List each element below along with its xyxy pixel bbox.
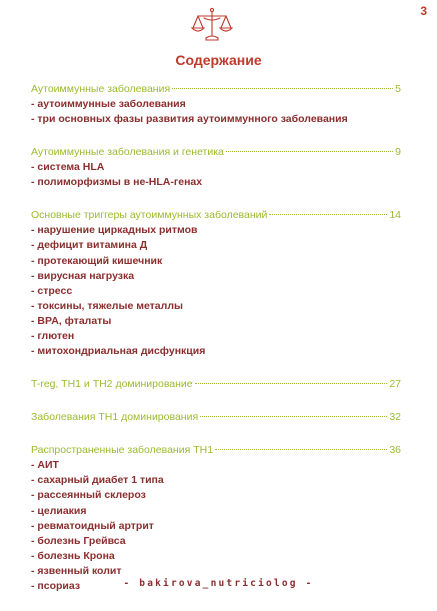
toc-page-number: 14 bbox=[389, 209, 401, 222]
toc-heading[interactable] bbox=[31, 144, 401, 160]
toc-subitem: - псориаз bbox=[31, 579, 81, 592]
dot-leader bbox=[200, 416, 387, 417]
toc-heading-text: Заболевания TH1 доминирования bbox=[31, 411, 199, 424]
page-number: 3 bbox=[420, 4, 427, 18]
dot-leader bbox=[269, 214, 387, 215]
toc-heading[interactable] bbox=[31, 376, 401, 392]
toc-subitem: - нарушение циркадных ритмов bbox=[31, 224, 198, 237]
toc-section bbox=[31, 409, 401, 425]
toc-page-number: 9 bbox=[395, 146, 401, 159]
toc-heading-text: Основные триггеры аутоиммунных заболеваний bbox=[31, 209, 268, 222]
toc-subitem: - три основных фазы развития аутоиммунного заболевания bbox=[31, 113, 348, 126]
toc-subitem: - болезнь Грейвса bbox=[31, 534, 126, 547]
toc-section bbox=[31, 81, 401, 127]
dot-leader bbox=[172, 88, 393, 89]
toc-subitem: - система HLA bbox=[31, 161, 105, 174]
table-of-contents bbox=[31, 81, 401, 611]
toc-subitem: - полиморфизмы в не-HLA-генах bbox=[31, 176, 203, 189]
toc-page-number: 27 bbox=[389, 378, 401, 391]
toc-section bbox=[31, 442, 401, 594]
page-title: Содержание bbox=[175, 52, 262, 68]
toc-subitem: - стресс bbox=[31, 284, 73, 297]
toc-subitem: - ревматоидный артрит bbox=[31, 519, 154, 532]
toc-subitem: - протекающий кишечник bbox=[31, 254, 163, 267]
toc-subitem: - аутоиммунные заболевания bbox=[31, 98, 186, 110]
toc-subitem: - язвенный колит bbox=[31, 564, 122, 577]
toc-heading-text: Аутоиммунные заболевания bbox=[31, 83, 171, 95]
toc-subitem: - дефицит витамина Д bbox=[31, 239, 148, 252]
toc-subitem: - вирусная нагрузка bbox=[31, 269, 135, 282]
dot-leader bbox=[195, 383, 388, 384]
toc-heading[interactable] bbox=[31, 409, 401, 425]
toc-section bbox=[31, 376, 401, 392]
toc-heading-text: T-reg, TH1 и TH2 доминирование bbox=[31, 378, 193, 391]
toc-subitem: - болезнь Крона bbox=[31, 549, 115, 562]
toc-section bbox=[31, 144, 401, 190]
toc-page-number: 32 bbox=[389, 411, 401, 424]
toc-page-number: 36 bbox=[389, 444, 401, 457]
dot-leader bbox=[226, 151, 393, 152]
footer-signature: - bakirova_nutriciolog - bbox=[123, 578, 314, 589]
toc-subitem: - токсины, тяжелые металлы bbox=[31, 299, 183, 312]
toc-heading-text: Распространенные заболевания TH1 bbox=[31, 444, 214, 457]
dot-leader bbox=[215, 449, 387, 450]
toc-subitem: - целиакия bbox=[31, 504, 87, 517]
toc-subitem: - рассеянный склероз bbox=[31, 489, 146, 502]
toc-subitem: - глютен bbox=[31, 330, 75, 343]
toc-heading[interactable] bbox=[31, 207, 401, 223]
toc-section bbox=[31, 207, 401, 359]
toc-page-number: 5 bbox=[395, 83, 401, 95]
toc-subitem: - сахарный диабет 1 типа bbox=[31, 474, 164, 487]
toc-subitem: - BPA, фталаты bbox=[31, 314, 112, 327]
toc-heading-text: Аутоиммунные заболевания и генетика bbox=[31, 146, 224, 159]
toc-subitem: - АИТ bbox=[31, 459, 59, 472]
toc-heading[interactable] bbox=[31, 442, 401, 458]
toc-heading[interactable] bbox=[31, 81, 401, 97]
toc-subitem: - митохондриальная дисфункция bbox=[31, 345, 206, 358]
scales-icon bbox=[190, 6, 234, 44]
